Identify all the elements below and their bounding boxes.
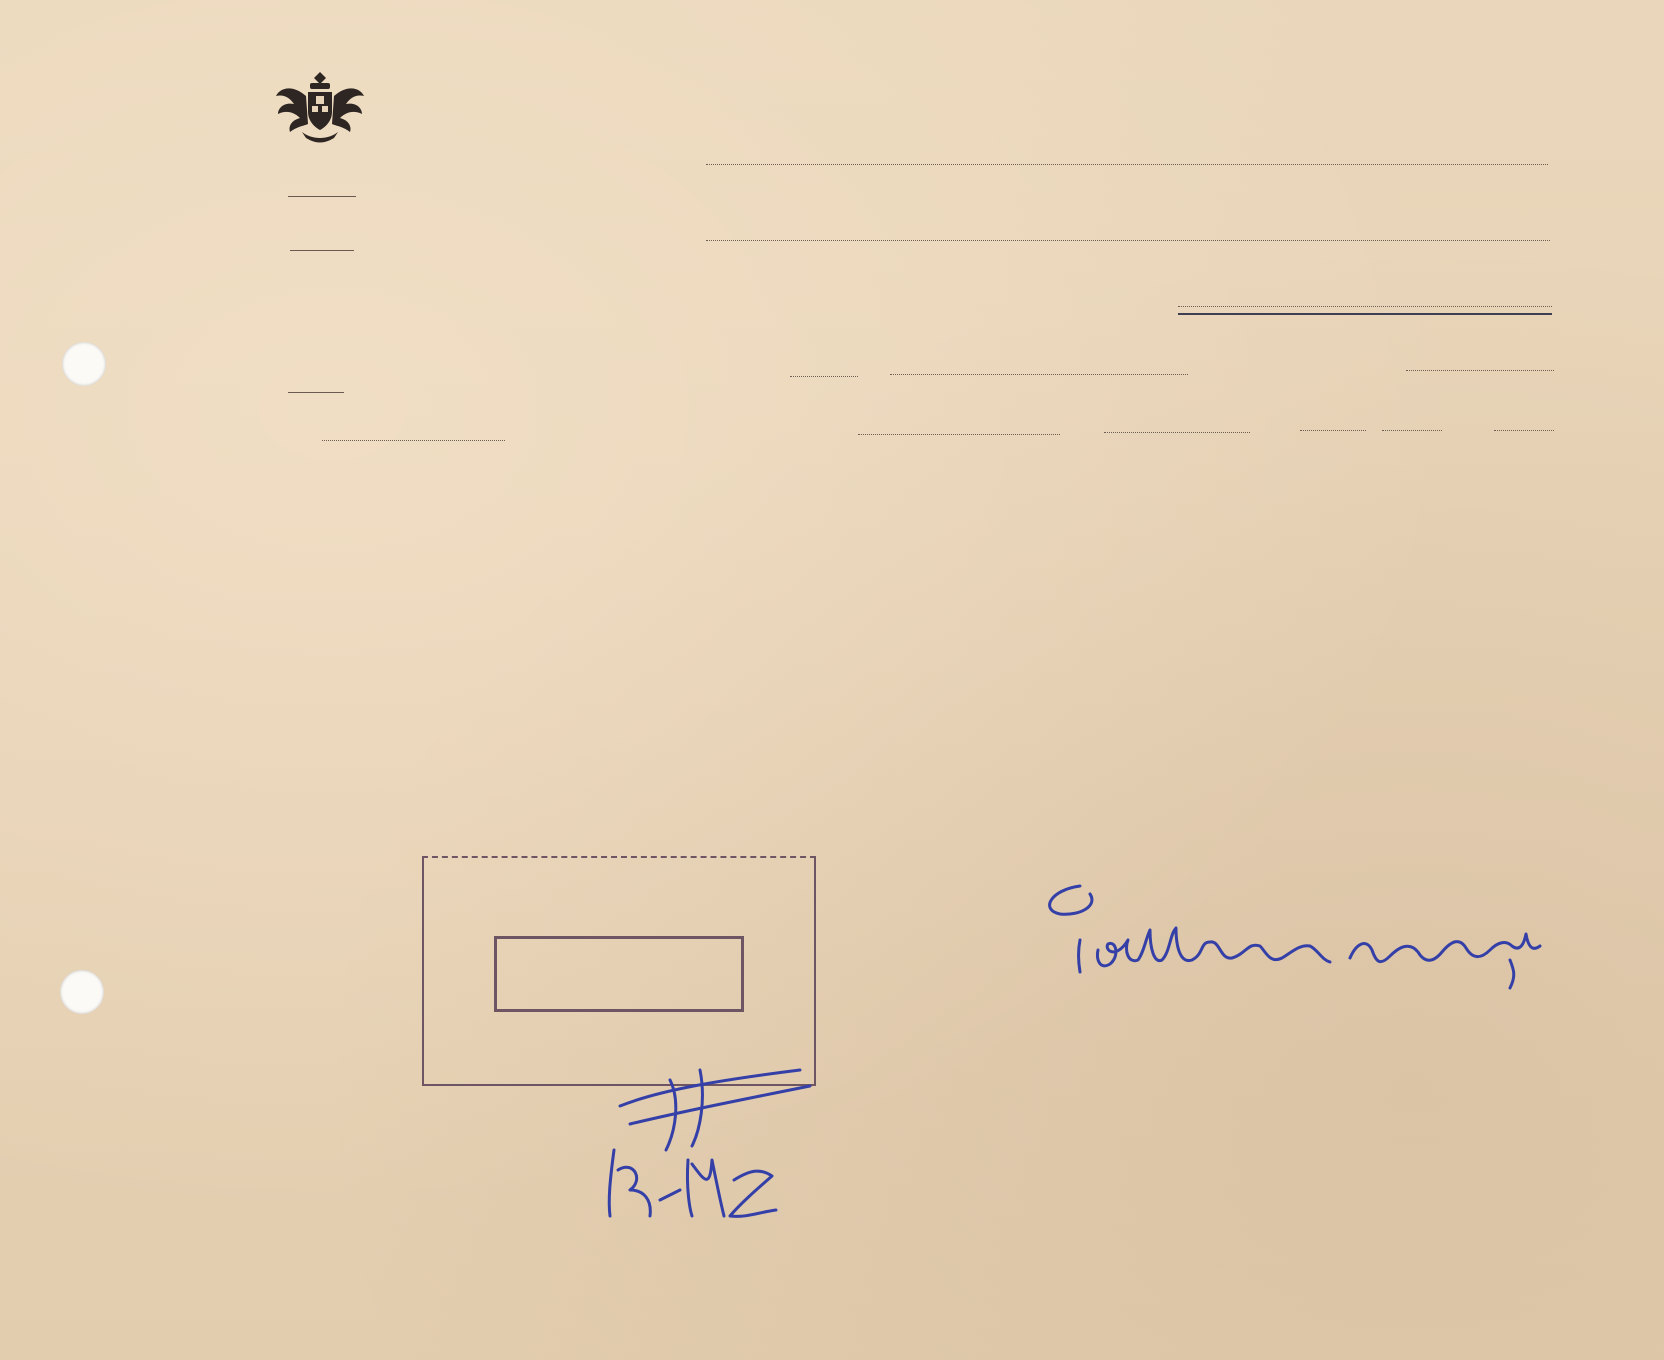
- punch-hole-bottom: [60, 970, 104, 1014]
- coat-of-arms-icon: [272, 66, 368, 146]
- recipient-city-rule-dotted: [1178, 306, 1552, 307]
- recipient-city-rule-solid: [1178, 313, 1552, 315]
- reference-day-line: [1300, 430, 1366, 431]
- recipient-line2-rule: [706, 240, 1550, 241]
- stamp-date-box: [494, 936, 744, 1012]
- date-month-line: [890, 374, 1188, 375]
- letterhead-divider: [288, 196, 356, 197]
- process-number-line: [322, 440, 505, 441]
- recipient-line1-rule: [706, 164, 1548, 165]
- reference-number-line: [1104, 432, 1250, 433]
- date-day-line: [790, 376, 858, 377]
- letterhead-divider: [290, 250, 354, 251]
- reference-line: [858, 434, 1060, 435]
- handwritten-signature: [1020, 880, 1640, 1000]
- document-number-line: [1406, 370, 1554, 371]
- reference-month-line: [1382, 430, 1442, 431]
- reference-year-line: [1494, 430, 1554, 431]
- letterhead-divider: [288, 392, 344, 393]
- handwritten-initials: [600, 1040, 840, 1240]
- punch-hole-top: [62, 342, 106, 386]
